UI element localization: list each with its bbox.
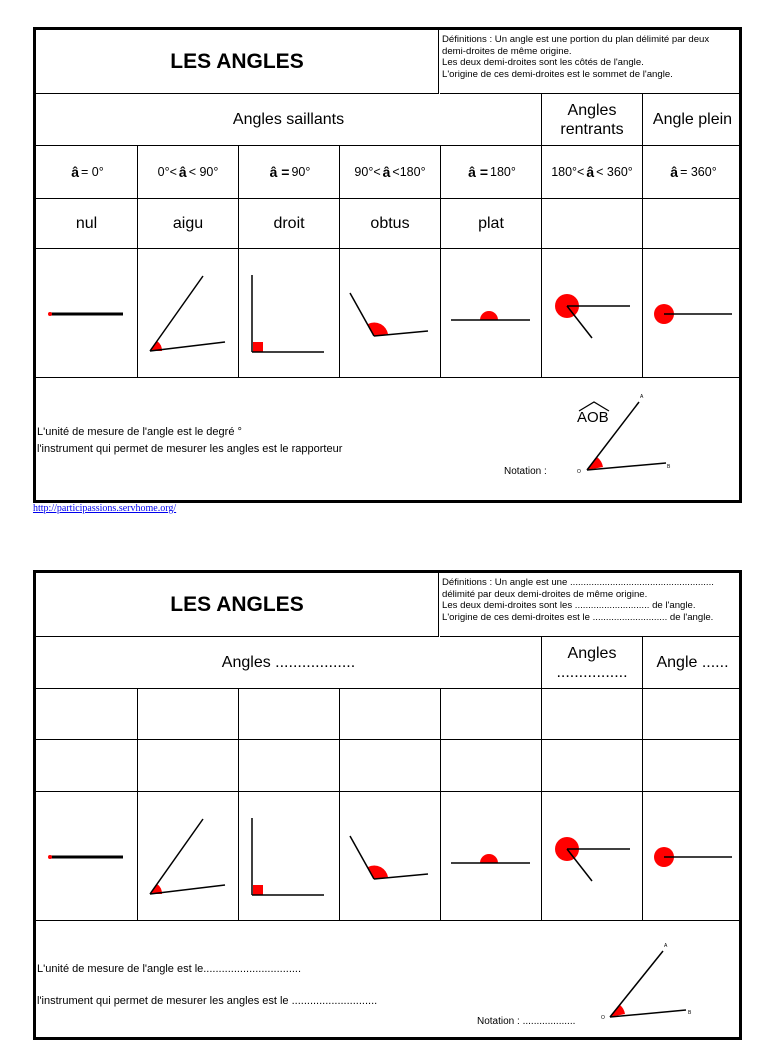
header-angles-blank: Angles .................. (221, 654, 356, 671)
definition-line: délimité par deux demi-droites de même origine. (442, 588, 648, 600)
definition-line: demi-droites de même origine. (442, 45, 572, 57)
measure-prefix: 180°< (551, 165, 585, 179)
definition-line: L'origine de ces demi-droites est le sommet de l'angle. (442, 68, 673, 80)
angle-symbol: â (586, 164, 595, 180)
instrument-text: l'instrument qui permet de mesurer les angles est le rapporteur (37, 443, 343, 455)
point-a-label: A (640, 394, 644, 400)
measure-prefix: 90°< (354, 165, 381, 179)
header-rentrants-line2: ................ (556, 663, 628, 681)
measure-suffix: <180° (392, 165, 426, 179)
angles-sheet-blank (33, 570, 742, 1040)
notation-ray-a (610, 951, 663, 1017)
measure-suffix: < 90° (188, 165, 219, 179)
notation-symbol: AOB (577, 409, 609, 426)
angle-symbol: â (178, 164, 187, 180)
angle-symbol: â (382, 164, 391, 180)
sheet-title: LES ANGLES (36, 30, 439, 94)
header-rentrants-line2: rentrants (560, 120, 624, 138)
header-angle-plein: Angle plein (652, 111, 733, 128)
header-angles-saillants: Angles saillants (232, 111, 345, 128)
name-obtus: obtus (370, 214, 410, 232)
unit-text: L'unité de mesure de l'angle est le................................ (37, 963, 302, 975)
header-angle-plein-blank: Angle ...... (656, 654, 729, 671)
definition-line: L'origine de ces demi-droites est le ............................ de l'angle. (442, 611, 714, 623)
definition-line: Les deux demi-droites sont les côtés de l'angle. (442, 57, 644, 69)
point-b-label: B (688, 1010, 692, 1016)
name-aigu: aigu (172, 214, 204, 232)
header-rentrants-line1: Angles (567, 101, 617, 119)
angle-symbol: â = (468, 164, 488, 180)
measure-suffix: = 0° (81, 165, 104, 179)
point-b-label: B (667, 464, 671, 470)
angle-symbol: â (670, 164, 679, 180)
instrument-text: l'instrument qui permet de mesurer les angles est le ............................ (37, 995, 378, 1007)
name-plat: plat (478, 214, 504, 232)
measure-suffix: < 360° (596, 165, 633, 179)
hat-icon (579, 402, 609, 411)
notation-figure (36, 30, 742, 500)
angle-symbol: â = (269, 164, 290, 180)
point-a-label: A (664, 943, 668, 949)
notation-ray-a (587, 402, 639, 470)
measure-suffix: = 360° (680, 165, 717, 179)
definition-line: Les deux demi-droites sont les ............................ de l'angle. (442, 600, 696, 612)
measure-prefix: 0°< (157, 165, 177, 179)
sheet-title: LES ANGLES (36, 573, 439, 637)
angle-symbol: â (71, 164, 80, 180)
definition-line: Définitions : Un angle est une ...................................................... (442, 577, 714, 588)
measure-suffix: 180° (490, 165, 516, 179)
notation-figure (36, 573, 742, 1043)
header-rentrants-line1: Angles (567, 644, 617, 662)
name-droit: droit (273, 214, 305, 232)
angles-sheet-filled (33, 27, 742, 503)
unit-text: L'unité de mesure de l'angle est le degré ° (37, 426, 242, 438)
name-nul: nul (75, 214, 98, 232)
source-link[interactable]: http://participassions.servhome.org/ (33, 503, 177, 514)
notation-label: Notation : (504, 466, 547, 477)
point-o-label: O (601, 1015, 605, 1021)
definition-line: Définitions : Un angle est une portion du plan délimité par deux (442, 34, 710, 45)
point-o-label: O (577, 469, 581, 475)
notation-label: Notation : ................... (477, 1016, 576, 1027)
measure-suffix: 90° (291, 165, 311, 179)
